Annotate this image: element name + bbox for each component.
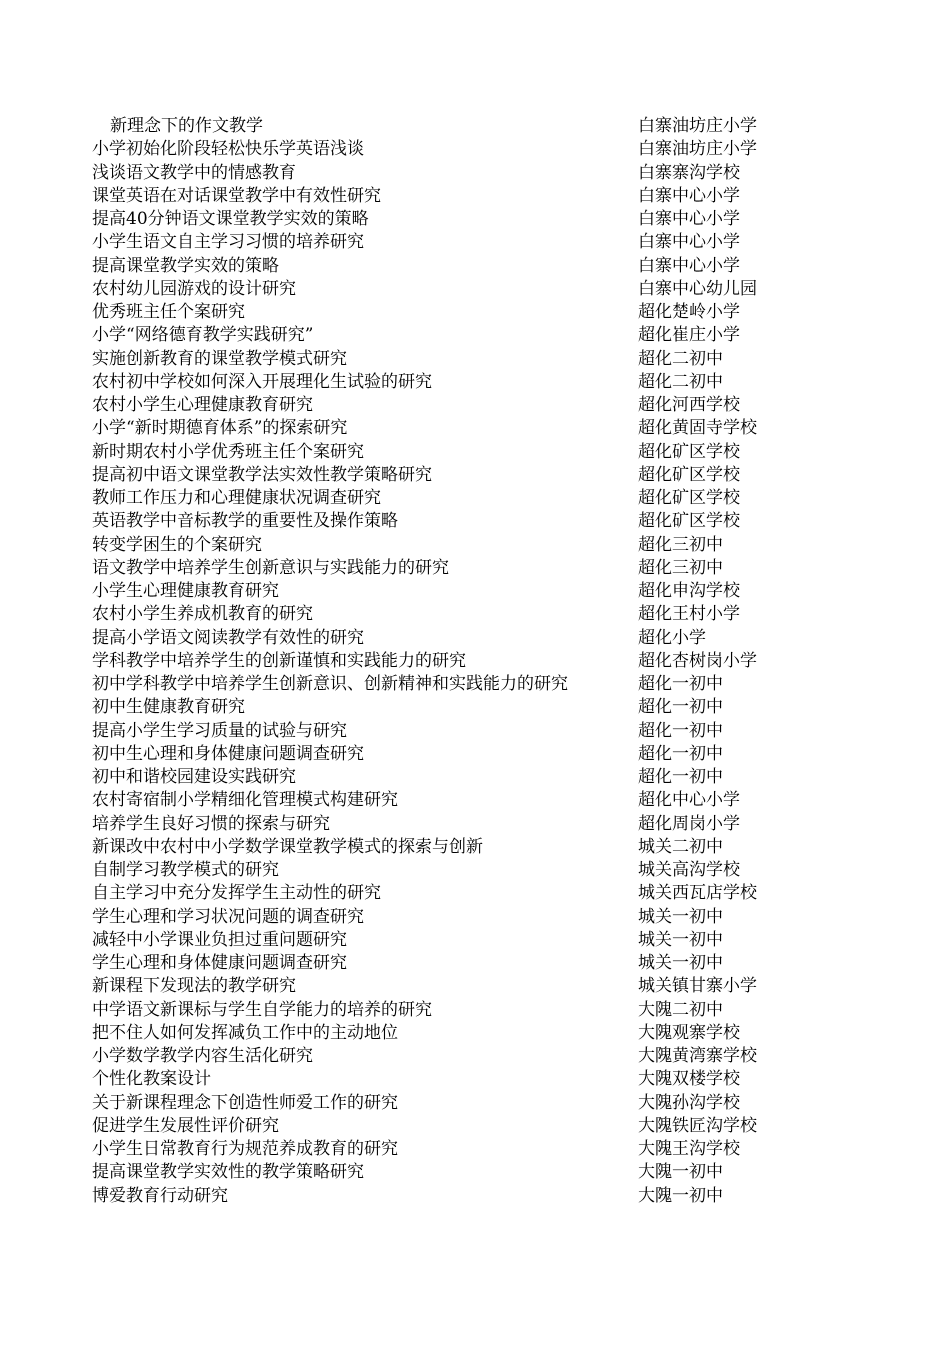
list-item [92, 975, 792, 998]
list-item [92, 696, 792, 719]
research-title: 教师工作压力和心理健康状况调查研究 [92, 488, 381, 508]
school-name: 大隗一初中 [638, 1162, 723, 1183]
research-title: 初中生心理和身体健康问题调查研究 [92, 743, 364, 764]
list-item [92, 1138, 792, 1161]
school-name: 城关一初中 [638, 906, 723, 927]
school-name: 超化小学 [638, 627, 706, 648]
research-title: 农村初中学校如何深入开展理化生试验的研究 [92, 371, 432, 392]
school-name: 城关西瓦店学校 [638, 883, 757, 904]
school-name: 超化一初中 [638, 674, 723, 694]
school-name: 大隗孙沟学校 [638, 1092, 740, 1113]
list-item [92, 952, 792, 975]
list-item [92, 185, 792, 208]
list-item [92, 534, 792, 557]
research-title: 提高课堂教学实效的策略 [92, 255, 279, 276]
school-name: 白寨油坊庄小学 [638, 116, 757, 136]
list-item [92, 464, 792, 487]
list-item [92, 859, 792, 882]
research-title: 个性化教案设计 [92, 1069, 211, 1090]
research-title: 小学数学教学内容生活化研究 [92, 1046, 313, 1066]
list-item [92, 580, 792, 603]
school-name: 白寨中心小学 [638, 185, 740, 206]
research-title: 关于新课程理念下创造性师爱工作的研究 [92, 1092, 398, 1113]
list-item [92, 278, 792, 301]
school-name: 超化二初中 [638, 348, 723, 369]
list-item [92, 603, 792, 626]
school-name: 超化楚岭小学 [638, 302, 740, 322]
research-title: 提高小学语文阅读教学有效性的研究 [92, 627, 364, 648]
school-name: 大隗二初中 [638, 999, 723, 1020]
school-name: 白寨中心小学 [638, 232, 740, 253]
research-title: 小学生日常教育行为规范养成教育的研究 [92, 1139, 398, 1159]
school-name: 超化中心小学 [638, 790, 740, 811]
list-item [92, 999, 792, 1022]
list-item [92, 138, 792, 161]
school-name: 超化三初中 [638, 534, 723, 555]
research-title: 初中学科教学中培养学生创新意识、创新精神和实践能力的研究 [92, 674, 568, 694]
list-item [92, 371, 792, 394]
research-title: 农村小学生心理健康教育研究 [92, 395, 313, 415]
list-item [92, 417, 792, 440]
research-title: 实施创新教育的课堂教学模式研究 [92, 348, 347, 369]
list-item [92, 301, 792, 324]
school-name: 大隗王沟学校 [638, 1139, 740, 1159]
school-name: 大隗双楼学校 [638, 1069, 740, 1090]
school-name: 超化一初中 [638, 720, 723, 741]
research-title: 新时期农村小学优秀班主任个案研究 [92, 441, 364, 462]
school-name: 超化黄固寺学校 [638, 418, 757, 439]
research-title: 自主学习中充分发挥学生主动性的研究 [92, 883, 381, 904]
school-name: 超化矿区学校 [638, 511, 740, 532]
research-title: 提高初中语文课堂教学法实效性教学策略研究 [92, 464, 432, 485]
school-name: 城关一初中 [638, 929, 723, 950]
school-name: 白寨油坊庄小学 [638, 139, 757, 160]
list-item [92, 929, 792, 952]
research-title: 新理念下的作文教学 [110, 116, 263, 136]
school-name: 大隗一初中 [638, 1185, 723, 1206]
list-item [92, 1115, 792, 1138]
research-title: 学生心理和学习状况问题的调查研究 [92, 906, 364, 927]
school-name: 超化二初中 [638, 371, 723, 392]
research-title: 农村寄宿制小学精细化管理模式构建研究 [92, 790, 398, 811]
list-item [92, 906, 792, 929]
research-title: 优秀班主任个案研究 [92, 302, 245, 322]
research-title: 提高课堂教学实效性的教学策略研究 [92, 1162, 364, 1183]
list-item [92, 1045, 792, 1068]
research-title: 英语教学中音标教学的重要性及操作策略 [92, 511, 398, 532]
list-item [92, 1092, 792, 1115]
school-name: 超化矿区学校 [638, 441, 740, 462]
school-name: 超化矿区学校 [638, 464, 740, 485]
list-item [92, 441, 792, 464]
list-item [92, 650, 792, 673]
research-title: 减轻中小学课业负担过重问题研究 [92, 929, 347, 950]
research-title: 中学语文新课标与学生自学能力的培养的研究 [92, 999, 432, 1020]
research-title: 浅谈语文教学中的情感教育 [92, 162, 296, 183]
research-title: 小学“新时期德育体系”的探索研究 [92, 418, 348, 439]
school-name: 白寨中心小学 [638, 209, 740, 229]
research-title: 课堂英语在对话课堂教学中有效性研究 [92, 185, 381, 206]
list-item [92, 882, 792, 905]
list-item [92, 557, 792, 580]
research-title: 提高小学生学习质量的试验与研究 [92, 720, 347, 741]
research-title: 语文教学中培养学生创新意识与实践能力的研究 [92, 557, 449, 578]
research-title: 初中和谐校园建设实践研究 [92, 767, 296, 787]
research-title: 自制学习教学模式的研究 [92, 860, 279, 880]
school-name: 超化崔庄小学 [638, 325, 740, 346]
school-name: 白寨中心小学 [638, 255, 740, 276]
school-name: 超化一初中 [638, 697, 723, 718]
research-title: 小学生语文自主学习习惯的培养研究 [92, 232, 364, 253]
list-item [92, 324, 792, 347]
school-name: 大隗黄湾寨学校 [638, 1046, 757, 1066]
school-name: 超化周岗小学 [638, 813, 740, 834]
list-item [92, 487, 792, 510]
list-item [92, 394, 792, 417]
school-name: 超化河西学校 [638, 395, 740, 415]
research-title: 小学生心理健康教育研究 [92, 581, 279, 601]
research-title: 培养学生良好习惯的探索与研究 [92, 813, 330, 834]
list-item [92, 1185, 792, 1208]
research-title: 农村幼儿园游戏的设计研究 [92, 278, 296, 299]
school-name: 白寨中心幼儿园 [638, 278, 757, 299]
list-item [92, 789, 792, 812]
research-title: 提高40分钟语文课堂教学实效的策略 [92, 209, 369, 229]
list-item [92, 766, 792, 789]
school-name: 城关高沟学校 [638, 860, 740, 880]
research-title: 学科教学中培养学生的创新谨慎和实践能力的研究 [92, 650, 466, 671]
research-title: 把不住人如何发挥减负工作中的主动地位 [92, 1022, 398, 1043]
list-item [92, 208, 792, 231]
school-name: 城关二初中 [638, 836, 723, 857]
research-title: 博爱教育行动研究 [92, 1185, 228, 1206]
list-item [92, 162, 792, 185]
school-name: 大隗观寨学校 [638, 1022, 740, 1043]
list-item [92, 1022, 792, 1045]
school-name: 超化王村小学 [638, 604, 740, 625]
school-name: 超化一初中 [638, 743, 723, 764]
research-title: 学生心理和身体健康问题调查研究 [92, 953, 347, 973]
school-name: 大隗铁匠沟学校 [638, 1115, 757, 1136]
research-title: 新课程下发现法的教学研究 [92, 976, 296, 997]
school-name: 超化申沟学校 [638, 581, 740, 601]
research-title: 新课改中农村中小学数学课堂教学模式的探索与创新 [92, 836, 483, 857]
school-name: 超化杏树岗小学 [638, 650, 757, 671]
list-item [92, 627, 792, 650]
school-name: 超化矿区学校 [638, 488, 740, 508]
list-item [92, 115, 792, 138]
research-title: 小学“网络德育教学实践研究” [92, 325, 314, 346]
list-item [92, 1068, 792, 1091]
research-title: 农村小学生养成机教育的研究 [92, 604, 313, 625]
document-body [92, 115, 792, 1208]
list-item [92, 231, 792, 254]
research-title: 初中生健康教育研究 [92, 697, 245, 718]
school-name: 城关镇甘寨小学 [638, 976, 757, 997]
list-item [92, 743, 792, 766]
research-title: 小学初始化阶段轻松快乐学英语浅谈 [92, 139, 364, 160]
research-title: 转变学困生的个案研究 [92, 534, 262, 555]
list-item [92, 720, 792, 743]
list-item [92, 673, 792, 696]
list-item [92, 1161, 792, 1184]
research-title: 促进学生发展性评价研究 [92, 1115, 279, 1136]
school-name: 白寨寨沟学校 [638, 162, 740, 183]
school-name: 超化一初中 [638, 767, 723, 787]
list-item [92, 255, 792, 278]
list-item [92, 348, 792, 371]
list-item [92, 510, 792, 533]
list-item [92, 836, 792, 859]
school-name: 城关一初中 [638, 953, 723, 973]
school-name: 超化三初中 [638, 557, 723, 578]
list-item [92, 813, 792, 836]
